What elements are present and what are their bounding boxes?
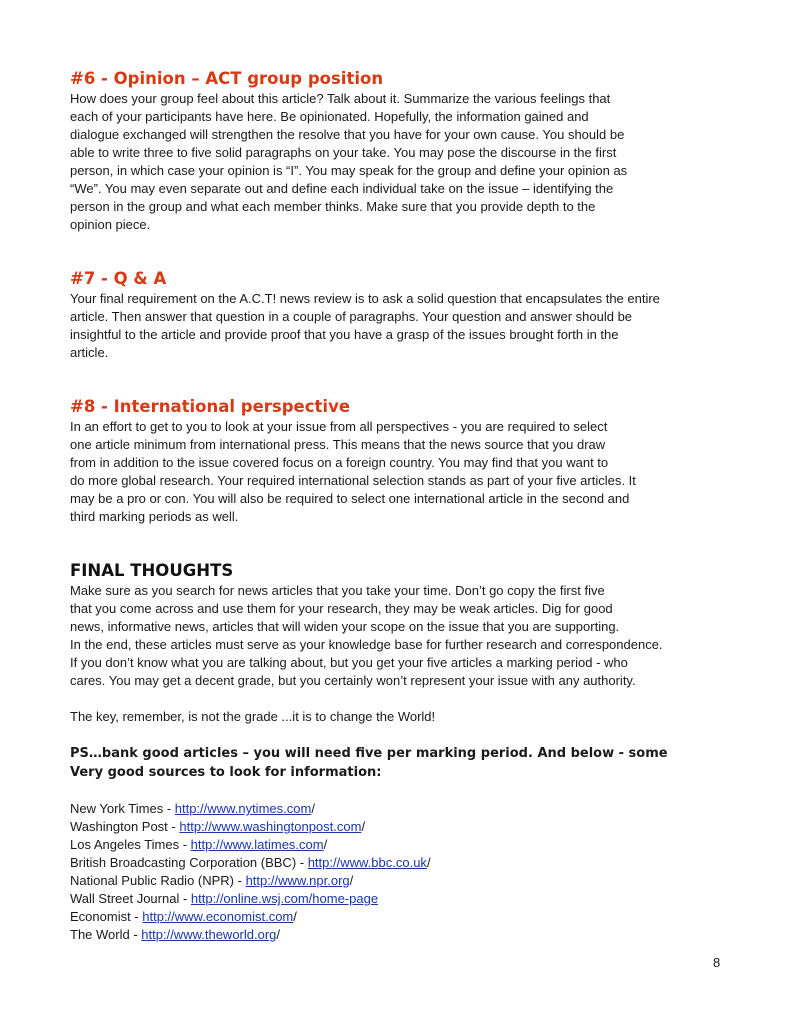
ps-note — [70, 744, 730, 782]
body-line: third marking periods as well. — [70, 509, 239, 524]
section-body-opinion — [70, 90, 730, 234]
final-thoughts-heading: FINAL THOUGHTS — [70, 561, 234, 580]
body-line: person in the group and what each member thinks. Make sure that you provide depth to the — [70, 199, 596, 214]
source-suffix: / — [361, 819, 366, 834]
body-line: If you don’t know what you are talking about, but you get your five articles a marking period - who — [70, 655, 628, 670]
source-suffix: / — [323, 837, 328, 852]
source-suffix: / — [426, 855, 431, 870]
body-line: Make sure as you search for news articles that you take your time. Don’t go copy the first five — [70, 583, 605, 598]
body-line: dialogue exchanged will strengthen the resolve that you have for your own cause. You should be — [70, 127, 625, 142]
body-line: “We”. You may even separate out and define each individual take on the issue – identifying the — [70, 181, 614, 196]
source-name: New York Times - — [70, 801, 175, 816]
ps-line: PS…bank good articles – you will need five per marking period. And below - some — [70, 746, 668, 761]
source-item — [70, 836, 730, 854]
source-name: Wall Street Journal - — [70, 891, 191, 906]
source-name: British Broadcasting Corporation (BBC) - — [70, 855, 308, 870]
source-link[interactable]: http://www.bbc.co.uk — [307, 855, 427, 870]
source-item — [70, 908, 730, 926]
source-link[interactable]: http://www.theworld.org — [141, 927, 277, 942]
section-heading-opinion: #6 - Opinion – ACT group position — [70, 69, 384, 88]
document-page — [70, 68, 730, 944]
ps-line: Very good sources to look for information: — [70, 765, 382, 780]
final-thoughts-body — [70, 582, 730, 690]
source-item — [70, 800, 730, 818]
source-item — [70, 872, 730, 890]
source-name: National Public Radio (NPR) - — [70, 873, 246, 888]
source-link[interactable]: http://www.washingtonpost.com — [179, 819, 362, 834]
source-suffix: / — [311, 801, 315, 816]
body-line: insightful to the article and provide proof that you have a grasp of the issues brought forth in the — [70, 327, 619, 342]
section-heading-international: #8 - International perspective — [70, 397, 351, 416]
source-name: Washington Post - — [70, 819, 180, 834]
source-suffix: / — [276, 927, 281, 942]
section-heading-qa: #7 - Q & A — [70, 269, 167, 288]
page-number: 8 — [713, 955, 721, 970]
source-item — [70, 926, 730, 944]
closing-statement: The key, remember, is not the grade ...it is to change the World! — [70, 709, 436, 724]
source-link[interactable]: http://www.economist.com — [142, 909, 294, 924]
body-line: article. — [70, 345, 109, 360]
source-suffix: / — [349, 873, 354, 888]
body-line: one article minimum from international press. This means that the news source that you draw — [70, 437, 606, 452]
body-line: do more global research. Your required international selection stands as part of your five articles. It — [70, 473, 636, 488]
source-item — [70, 818, 730, 836]
body-line: In the end, these articles must serve as your knowledge base for further research and correspondence. — [70, 637, 663, 652]
sources-list — [70, 800, 730, 944]
source-link[interactable]: http://www.nytimes.com — [174, 801, 312, 816]
body-line: person, in which case your opinion is “I”. You may speak for the group and define your opinion as — [70, 163, 628, 178]
source-link[interactable]: http://www.npr.org — [245, 873, 350, 888]
body-line: How does your group feel about this article? Talk about it. Summarize the various feelings that — [70, 91, 611, 106]
body-line: news, informative news, articles that will widen your scope on the issue that you are supporting. — [70, 619, 620, 634]
body-line: In an effort to get to you to look at your issue from all perspectives - you are required to select — [70, 419, 608, 434]
body-line: Your final requirement on the A.C.T! news review is to ask a solid question that encapsulates the entire — [70, 291, 660, 306]
source-suffix: / — [293, 909, 297, 924]
body-line: article. Then answer that question in a couple of paragraphs. Your question and answer should be — [70, 309, 633, 324]
source-item — [70, 890, 730, 908]
section-body-qa — [70, 290, 730, 362]
body-line: opinion piece. — [70, 217, 151, 232]
source-link[interactable]: http://www.latimes.com — [190, 837, 324, 852]
body-line: may be a pro or con. You will also be required to select one international article in the second and — [70, 491, 630, 506]
source-link[interactable]: http://online.wsj.com/home-page — [190, 891, 379, 906]
section-body-international — [70, 418, 730, 526]
source-name: Los Angeles Times - — [70, 837, 191, 852]
source-name: Economist - — [70, 909, 143, 924]
body-line: cares. You may get a decent grade, but you certainly won’t represent your issue with any authority. — [70, 673, 636, 688]
source-item — [70, 854, 730, 872]
body-line: that you come across and use them for your research, they may be weak articles. Dig for good — [70, 601, 613, 616]
body-line: from in addition to the issue covered focus on a foreign country. You may find that you want to — [70, 455, 609, 470]
source-name: The World - — [70, 927, 142, 942]
body-line: each of your participants have here. Be opinionated. Hopefully, the information gained and — [70, 109, 589, 124]
body-line: able to write three to five solid paragraphs on your take. You may pose the discourse in the first — [70, 145, 617, 160]
